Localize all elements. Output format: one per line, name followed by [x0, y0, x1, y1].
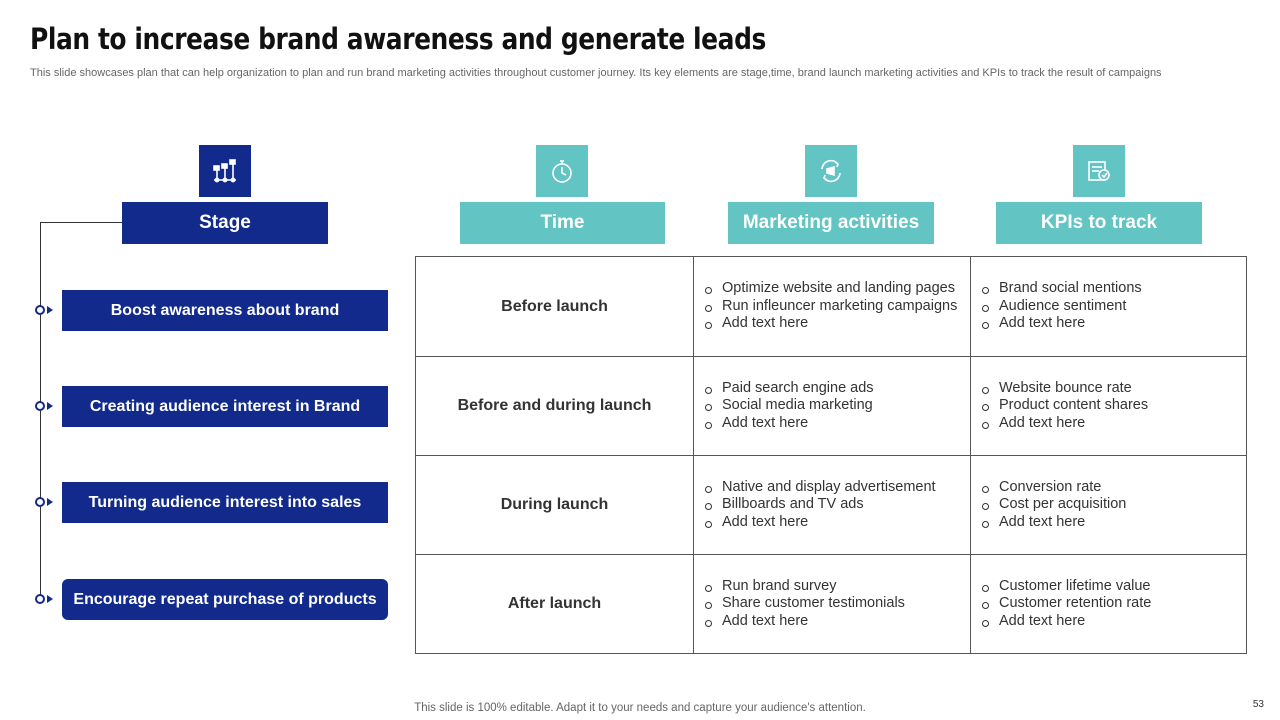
stage-box: Turning audience interest into sales	[62, 482, 388, 523]
stage-connector	[35, 593, 62, 605]
page-number: 53	[1252, 699, 1264, 710]
kpi-cell	[970, 357, 1246, 455]
plan-table	[415, 256, 1247, 654]
list-item: Add text here	[704, 613, 970, 631]
list-item: Optimize website and landing pages	[704, 280, 970, 298]
kpi-cell	[970, 257, 1246, 356]
header-kpis: KPIs to track	[996, 202, 1202, 244]
list-item: Add text here	[981, 613, 1246, 631]
list-item: Add text here	[704, 315, 970, 333]
stage-connector	[35, 400, 62, 412]
stage-steps-icon	[199, 145, 251, 197]
list-item: Native and display advertisement	[704, 479, 970, 497]
stage-connector	[35, 496, 62, 508]
stage-box: Boost awareness about brand	[62, 290, 388, 331]
list-item: Billboards and TV ads	[704, 496, 970, 514]
kpi-dashboard-icon	[1073, 145, 1125, 197]
marketing-cell	[693, 357, 970, 455]
list-item: Add text here	[981, 514, 1246, 532]
list-item: Add text here	[704, 415, 970, 433]
time-cell: Before launch	[501, 297, 608, 315]
list-item: Brand social mentions	[981, 280, 1246, 298]
stage-box: Creating audience interest in Brand	[62, 386, 388, 427]
header-stage: Stage	[122, 202, 328, 244]
list-item: Customer lifetime value	[981, 578, 1246, 596]
stopwatch-icon	[536, 145, 588, 197]
list-item: Social media marketing	[704, 397, 970, 415]
timeline-connector	[40, 222, 122, 223]
kpi-cell	[970, 456, 1246, 554]
time-cell: After launch	[507, 595, 602, 612]
list-item: Add text here	[981, 415, 1246, 433]
table-row	[416, 356, 1246, 455]
page-subtitle: This slide showcases plan that can help organization to plan and run brand marketing activities throughout customer journey. Its key elements are stage,time, brand launch marketing activities and KPIs to track the result of campaigns	[30, 67, 1162, 79]
table-row	[416, 554, 1246, 653]
stage-connector	[35, 304, 62, 316]
table-row	[416, 455, 1246, 554]
list-item: Add text here	[981, 315, 1246, 333]
list-item: Audience sentiment	[981, 298, 1246, 316]
marketing-cell	[693, 555, 970, 653]
header-time: Time	[460, 202, 665, 244]
header-marketing-activities: Marketing activities	[728, 202, 934, 244]
time-cell: During launch	[500, 496, 609, 513]
list-item: Run brand survey	[704, 578, 970, 596]
marketing-cycle-icon	[805, 145, 857, 197]
page-title: Plan to increase brand awareness and generate leads	[30, 22, 766, 56]
list-item: Add text here	[704, 514, 970, 532]
list-item: Paid search engine ads	[704, 380, 970, 398]
time-cell: Before and during launch	[457, 397, 652, 414]
kpi-cell	[970, 555, 1246, 653]
list-item: Run infleuncer marketing campaigns	[704, 298, 970, 316]
list-item: Conversion rate	[981, 479, 1246, 497]
list-item: Website bounce rate	[981, 380, 1246, 398]
marketing-cell	[693, 257, 970, 356]
list-item: Product content shares	[981, 397, 1246, 415]
marketing-cell	[693, 456, 970, 554]
table-row	[416, 257, 1246, 356]
list-item: Customer retention rate	[981, 595, 1246, 613]
stage-box: Encourage repeat purchase of products	[62, 579, 388, 620]
footer-note: This slide is 100% editable. Adapt it to your needs and capture your audience's attention.	[414, 702, 866, 714]
list-item: Cost per acquisition	[981, 496, 1246, 514]
list-item: Share customer testimonials	[704, 595, 970, 613]
